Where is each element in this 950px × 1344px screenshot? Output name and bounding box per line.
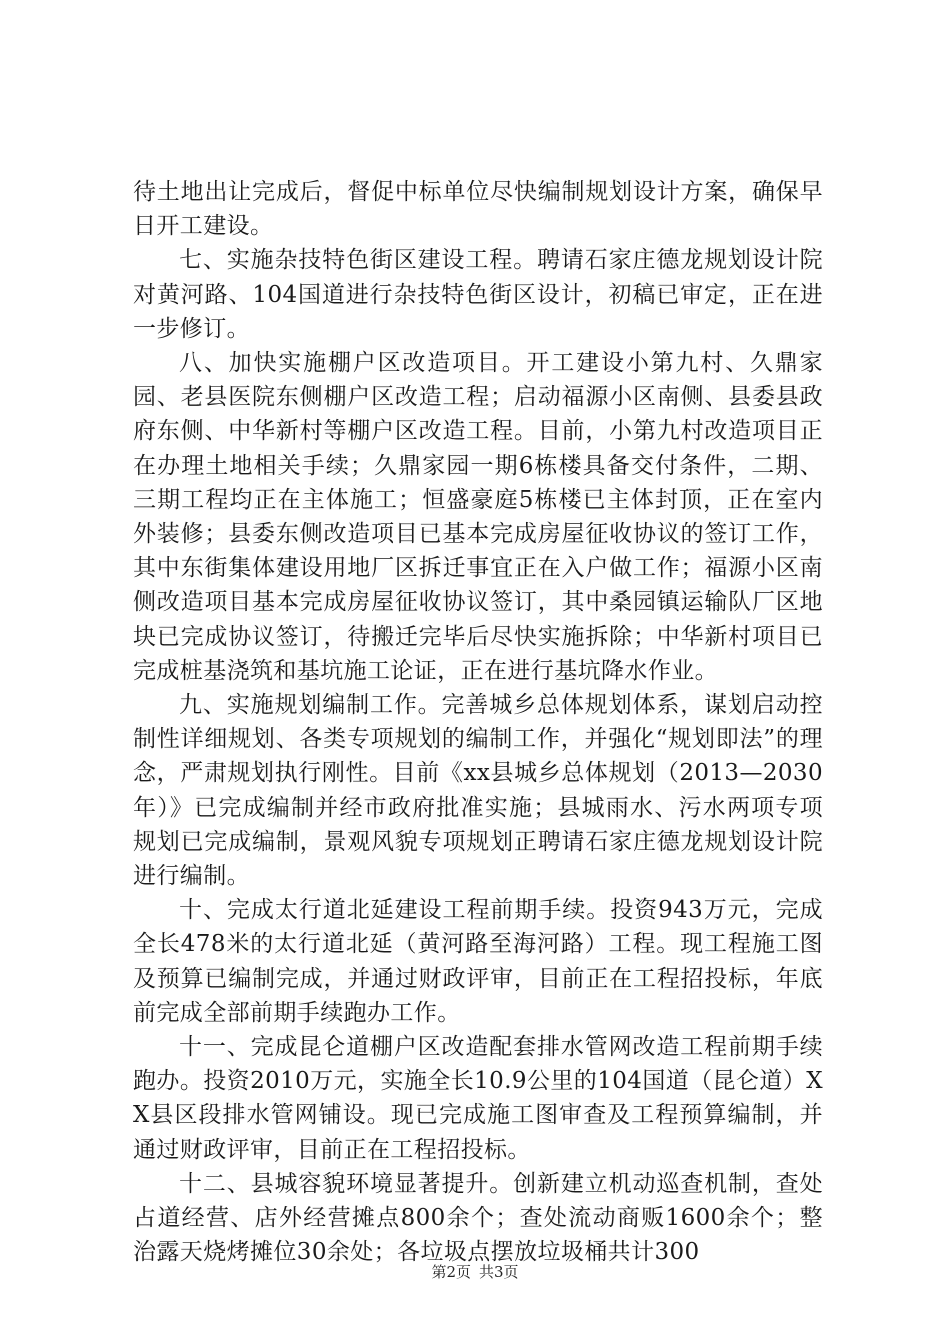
paragraph-item-12: 十二、县城容貌环境显著提升。创新建立机动巡查机制，查处占道经营、店外经营摊点800余个；查处流动商贩1600余个；整治露天烧烤摊位30余处；各垃圾点摆放垃圾桶共计300 <box>133 1170 823 1266</box>
document-body <box>133 175 823 1270</box>
paragraph-continuation: 待土地出让完成后，督促中标单位尽快编制规划设计方案，确保早日开工建设。 <box>133 179 823 240</box>
page-total: 共3页 <box>479 1263 519 1281</box>
paragraph-item-8: 八、加快实施棚户区改造项目。开工建设小第九村、久鼎家园、老县医院东侧棚户区改造工程；启动福源小区南侧、县委县政府东侧、中华新村等棚户区改造工程。目前，小第九村改造项目正在办理土地相关手续；久鼎家园一期6栋楼具备交付条件，二期、三期工程均正在主体施工；恒盛豪庭5栋楼已主体封顶，正在室内外装修；县委东侧改造项目已基本完成房屋征收协议的签订工作，其中东街集体建设用地厂区拆迁事宜正在入户做工作；福源小区南侧改造项目基本完成房屋征收协议签订，其中桑园镇运输队厂区地块已完成协议签订，待搬迁完毕后尽快实施拆除；中华新村项目已完成桩基浇筑和基坑施工论证，正在进行基坑降水作业。 <box>133 350 823 684</box>
paragraph-item-10: 十、完成太行道北延建设工程前期手续。投资943万元，完成全长478米的太行道北延（黄河路至海河路）工程。现工程施工图及预算已编制完成，并通过财政评审，目前正在工程招投标，年底前完成全部前期手续跑办工作。 <box>133 897 823 1026</box>
paragraph-item-7: 七、实施杂技特色街区建设工程。聘请石家庄德龙规划设计院对黄河路、104国道进行杂技特色街区设计，初稿已审定，正在进一步修订。 <box>133 247 823 342</box>
page-number: 第2页 <box>431 1263 471 1281</box>
page-footer <box>0 1262 950 1282</box>
paragraph-item-11: 十一、完成昆仑道棚户区改造配套排水管网改造工程前期手续跑办。投资2010万元，实施全长10.9公里的104国道（昆仑道）XX县区段排水管网铺设。现已完成施工图审查及工程预算编制，并通过财政评审，目前正在工程招投标。 <box>133 1034 823 1163</box>
paragraph-item-9: 九、实施规划编制工作。完善城乡总体规划体系，谋划启动控制性详细规划、各类专项规划的编制工作，并强化“规划即法”的理念，严肃规划执行刚性。目前《xx县城乡总体规划（2013—2030年）》已完成编制并经市政府批准实施；县城雨水、污水两项专项规划已完成编制，景观风貌专项规划正聘请石家庄德龙规划设计院进行编制。 <box>133 692 823 890</box>
